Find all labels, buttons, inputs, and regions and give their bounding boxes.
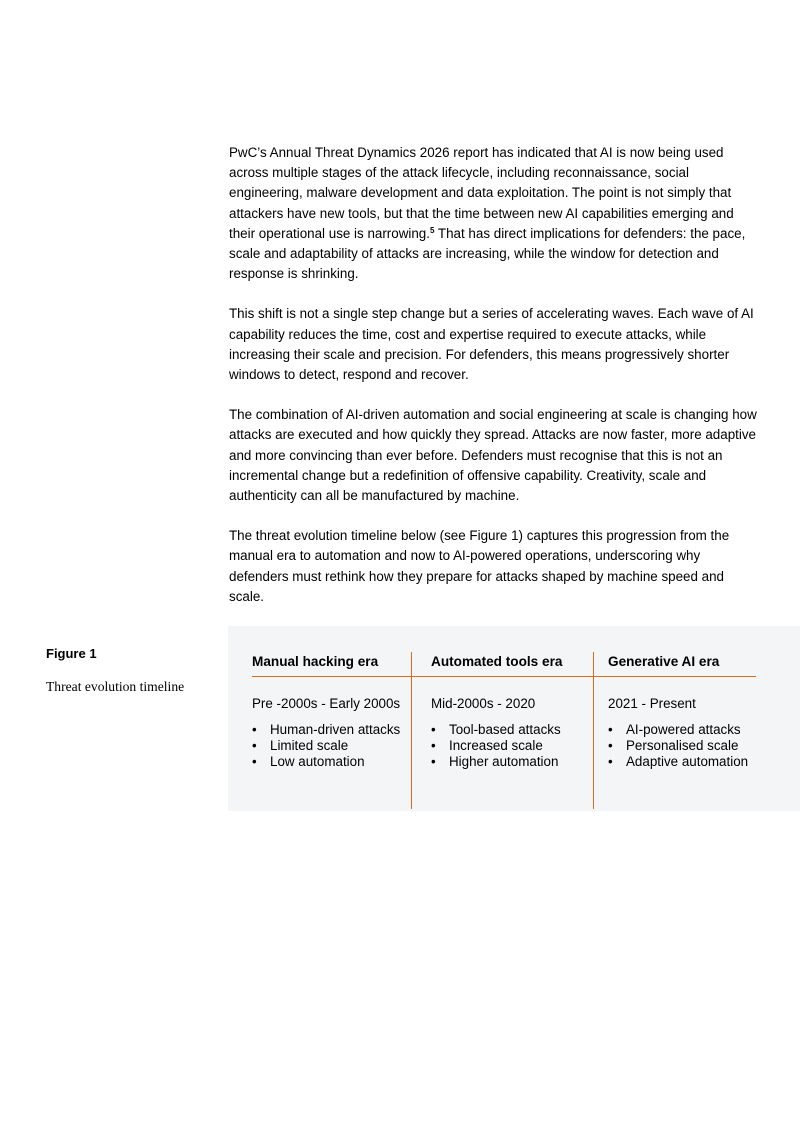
paragraph: [229, 143, 757, 284]
footnote-marker[interactable]: 5: [429, 225, 435, 235]
list-item-text: Personalised scale: [626, 738, 739, 753]
list-item: [431, 738, 591, 754]
bullet-icon: •: [608, 722, 613, 737]
list-item-text: Human-driven attacks: [270, 722, 401, 737]
bullet-icon: •: [252, 738, 257, 753]
body-text: [229, 143, 757, 627]
list-item: [431, 754, 591, 770]
bullet-icon: •: [252, 722, 257, 737]
bullet-icon: •: [608, 754, 613, 769]
figure-caption: Threat evolution timeline: [46, 679, 185, 694]
list-item: [252, 754, 412, 770]
era-traits-list: [252, 722, 412, 770]
paragraph: The threat evolution timeline below (see Figure 1) captures this progression from the manual era to automation and now to AI-powered operations, underscoring why defenders must rethink how they prepare for attacks shaped by machine speed and scale.: [229, 528, 730, 604]
era-title: Generative AI era: [608, 654, 720, 669]
paragraph-text-continued: That has direct implications for defenders: the pace, scale and adaptability of attacks are increasing, while the window for detection and response is shrinking.: [229, 225, 746, 282]
paragraph: This shift is not a single step change but a series of accelerating waves. Each wave of AI capability reduces the time, cost and expertise required to execute attacks, while increasing their scale and precision. For defenders, this means progressively shorter windows to detect, respond and recover.: [229, 306, 754, 383]
paragraph-text: PwC’s Annual Threat Dynamics 2026 report has indicated that AI is now being used across multiple stages of the attack lifecycle, including reconnaissance, social engineering, malware development and data exploitation. The point is not simply that attackers have new tools, but that the time between new AI capabilities emerging and their operational use is narrowing.: [229, 145, 734, 241]
bullet-icon: •: [252, 754, 257, 769]
list-item: [608, 738, 758, 754]
timeline-era-automated: [431, 652, 591, 770]
list-item: [608, 722, 758, 738]
era-period: Pre -2000s - Early 2000s: [252, 696, 401, 711]
timeline-era-manual: [252, 652, 412, 770]
list-item-text: Limited scale: [270, 738, 349, 753]
figure-label: Figure 1: [46, 646, 97, 661]
bullet-icon: •: [431, 738, 436, 753]
timeline-column-divider: [593, 652, 594, 809]
list-item-text: Adaptive automation: [626, 754, 749, 769]
era-period: 2021 - Present: [608, 696, 696, 711]
list-item-text: Tool-based attacks: [449, 722, 561, 737]
list-item-text: Increased scale: [449, 738, 543, 753]
paragraph: The combination of AI-driven automation and social engineering at scale is changing how attacks are executed and how quickly they spread. Attacks are now faster, more adaptive and more convincing than ever before. Defenders must recognise that this is not an incremental change but a redefinition of offensive capability. Creativity, scale and authenticity can all be manufactured by machine.: [229, 407, 757, 504]
era-title: Automated tools era: [431, 654, 563, 669]
bullet-icon: •: [431, 722, 436, 737]
bullet-icon: •: [608, 738, 613, 753]
bullet-icon: •: [431, 754, 436, 769]
list-item-text: Low automation: [270, 754, 365, 769]
era-traits-list: [431, 722, 591, 770]
timeline-era-generative-ai: [608, 652, 758, 770]
list-item: [608, 754, 758, 770]
era-period: Mid-2000s - 2020: [431, 696, 536, 711]
list-item: [252, 738, 412, 754]
era-title: Manual hacking era: [252, 654, 379, 669]
timeline-figure: [228, 626, 800, 811]
list-item-text: Higher automation: [449, 754, 559, 769]
list-item: [431, 722, 591, 738]
era-traits-list: [608, 722, 758, 770]
list-item: [252, 722, 412, 738]
list-item-text: AI-powered attacks: [626, 722, 741, 737]
